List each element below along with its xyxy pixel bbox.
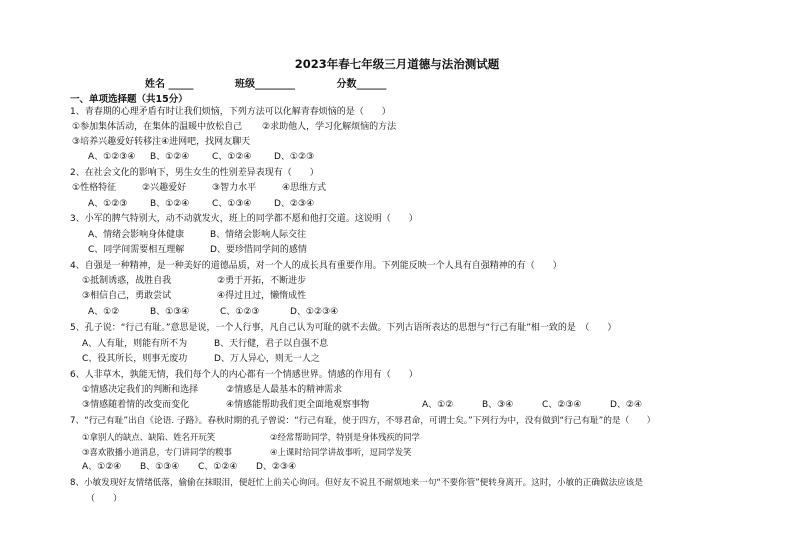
question-8-answer-blank: （ ）: [86, 494, 123, 504]
q2-item-3: ③智力水平: [212, 183, 257, 193]
exam-title: 2023年春七年级三月道德与法治测试题: [294, 57, 500, 71]
q6-option-c: C、②③④: [542, 400, 582, 410]
q7-option-b: B、①③④: [140, 462, 180, 472]
question-6-stem: 6、人非草木，孰能无情，我们每个人的内心都有一个情感世界。情感的作用有（ ）: [70, 370, 418, 380]
question-7-stem: 7、“行己有耻”出自《论语. 子路》。春秋时期的孔子曾说：“行己有耻，使于四方，不辱君命，可谓士矣。”下列行为中，没有做到“行己有耻”的是（ ）: [70, 416, 656, 426]
q1-option-d: D、①②③: [274, 152, 315, 162]
q2-item-4: ④思维方式: [282, 183, 327, 193]
q1-option-c: C、①②④: [212, 152, 252, 162]
q5-option-d: D、万人异心，则无一人之: [214, 354, 320, 364]
question-5-options-row1: [82, 338, 328, 350]
q6-item-1: ①情感决定我们的判断和选择: [82, 385, 199, 395]
q7-item-2: ②经常帮助同学，特别是身体残疾的同学: [270, 432, 420, 442]
q5-option-c: C、役其所长，则事无废功: [82, 354, 188, 364]
q7-item-1: ①拿别人的缺点、缺陷、姓名开玩笑: [82, 432, 216, 442]
q3-option-b: B、情绪会影响人际交往: [210, 230, 307, 240]
question-7-items-row2: [82, 446, 412, 458]
q4-item-1: ①抵制诱惑，战胜自我: [82, 276, 172, 286]
question-6-items-row1: [82, 384, 342, 396]
q6-item-3: ③情感随着情的改变而变化: [82, 400, 190, 410]
question-2-items: [72, 182, 326, 194]
name-field: 姓名 _____: [145, 79, 194, 90]
question-5-stem: 5、孔子说：“行己有耻。”意思是说，一个人行事，凡自己认为可耻的就不去做。下列古语所表达的思想与“行己有耻”相一致的是 （ ）: [70, 323, 617, 333]
class-field: 班级________: [234, 79, 295, 90]
q6-option-b: B、③④: [482, 400, 514, 410]
question-4-items-row2: [82, 290, 306, 302]
q5-option-b: B、天行健，君子以自强不息: [214, 339, 329, 349]
q3-option-c: C、同学间需要相互理解: [88, 245, 185, 255]
q3-option-d: D、要珍惜同学间的感情: [210, 245, 307, 255]
q4-item-4: ④得过且过，懒惰成性: [217, 291, 307, 301]
question-1-stem: 1、青春期的心理矛盾有时让我们烦恼，下列方法可以化解青春烦恼的是（ ）: [70, 107, 391, 117]
q7-option-d: D、②③④: [256, 462, 297, 472]
question-1-options: [88, 151, 314, 163]
q6-item-2: ②情感是人最基本的精神需求: [226, 385, 343, 395]
q5-option-a: A、人有耻，则能有所不为: [82, 339, 188, 349]
q6-item-4: ④情感能帮助我们更全面地观察事物: [226, 400, 370, 410]
q6-option-a: A、①②: [422, 400, 454, 410]
q4-option-a: A、①②: [88, 307, 120, 317]
q2-item-1: ①性格特征: [72, 183, 117, 193]
q1-item-1: ①参加集体活动，在集体的温暖中放松自己: [72, 122, 243, 132]
q2-item-2: ②兴趣爱好: [142, 183, 187, 193]
question-4-stem: 4、自强是一种精神，是一种美好的道德品质，对一个人的成长具有重要作用。下列能反映一个人具有自强精神的有（ ）: [70, 261, 562, 271]
q7-item-4: ④上课时给同学讲故事听，逗同学发笑: [270, 447, 412, 457]
question-3-options-row2: [88, 244, 307, 256]
q2-option-a: A、①②③: [88, 199, 128, 209]
question-5-options-row2: [82, 353, 320, 365]
q1-option-b: B、①②④: [150, 152, 190, 162]
question-2-stem: 2、在社会文化的影响下，男生女生的性别差异表现有（ ）: [70, 168, 319, 178]
question-7-items-row1: [82, 431, 420, 443]
q1-option-a: A、①②③④: [88, 152, 136, 162]
q1-item-2: ②求助他人，学习化解烦恼的方法: [262, 122, 397, 132]
q1-item-3: ③培养兴趣爱好转移注④进网吧，找网友聊天: [72, 137, 251, 147]
q7-item-3: ③喜欢散播小道消息，专门讲同学的糗事: [82, 447, 232, 457]
q4-item-2: ②勇于开拓，不断进步: [217, 276, 307, 286]
q4-option-d: D、①②③④: [290, 307, 339, 317]
student-info-line: [145, 75, 424, 90]
question-2-options: [88, 198, 314, 210]
question-3-options-row1: [88, 229, 306, 241]
question-8-stem: 8、小敏发现好友情绪低落，偷偷在抹眼泪，便赶忙上前关心询问。但好友不说且不耐烦地来一句“不要你管”便转身离开。这时，小敏的正确做法应该是: [70, 478, 643, 488]
q7-option-a: A、①②④: [82, 462, 122, 472]
q3-option-a: A、情绪会影响身体健康: [88, 230, 185, 240]
q2-option-d: D、②③④: [274, 199, 315, 209]
section-heading: 一、单项选择题（共15分）: [70, 94, 188, 105]
q2-option-b: B、①②④: [150, 199, 190, 209]
q4-item-3: ③相信自己，勇敢尝试: [82, 291, 172, 301]
question-4-options: [88, 306, 338, 318]
q6-option-d: D、②④: [610, 400, 643, 410]
q2-option-c: C、①③④: [212, 199, 252, 209]
question-6-items-row2: [82, 399, 642, 411]
q4-option-c: C、①②③: [220, 307, 260, 317]
q7-option-c: C、①②④: [198, 462, 238, 472]
question-1-items-row1: [72, 121, 396, 133]
q4-option-b: B、①③④: [150, 307, 190, 317]
question-7-options: [82, 461, 296, 473]
score-field: 分数______: [336, 79, 387, 90]
question-4-items-row1: [82, 275, 306, 287]
question-3-stem: 3、小军的脾气特别大，动不动就发火，班上的同学都不愿和他打交道。这说明（ ）: [70, 214, 418, 224]
